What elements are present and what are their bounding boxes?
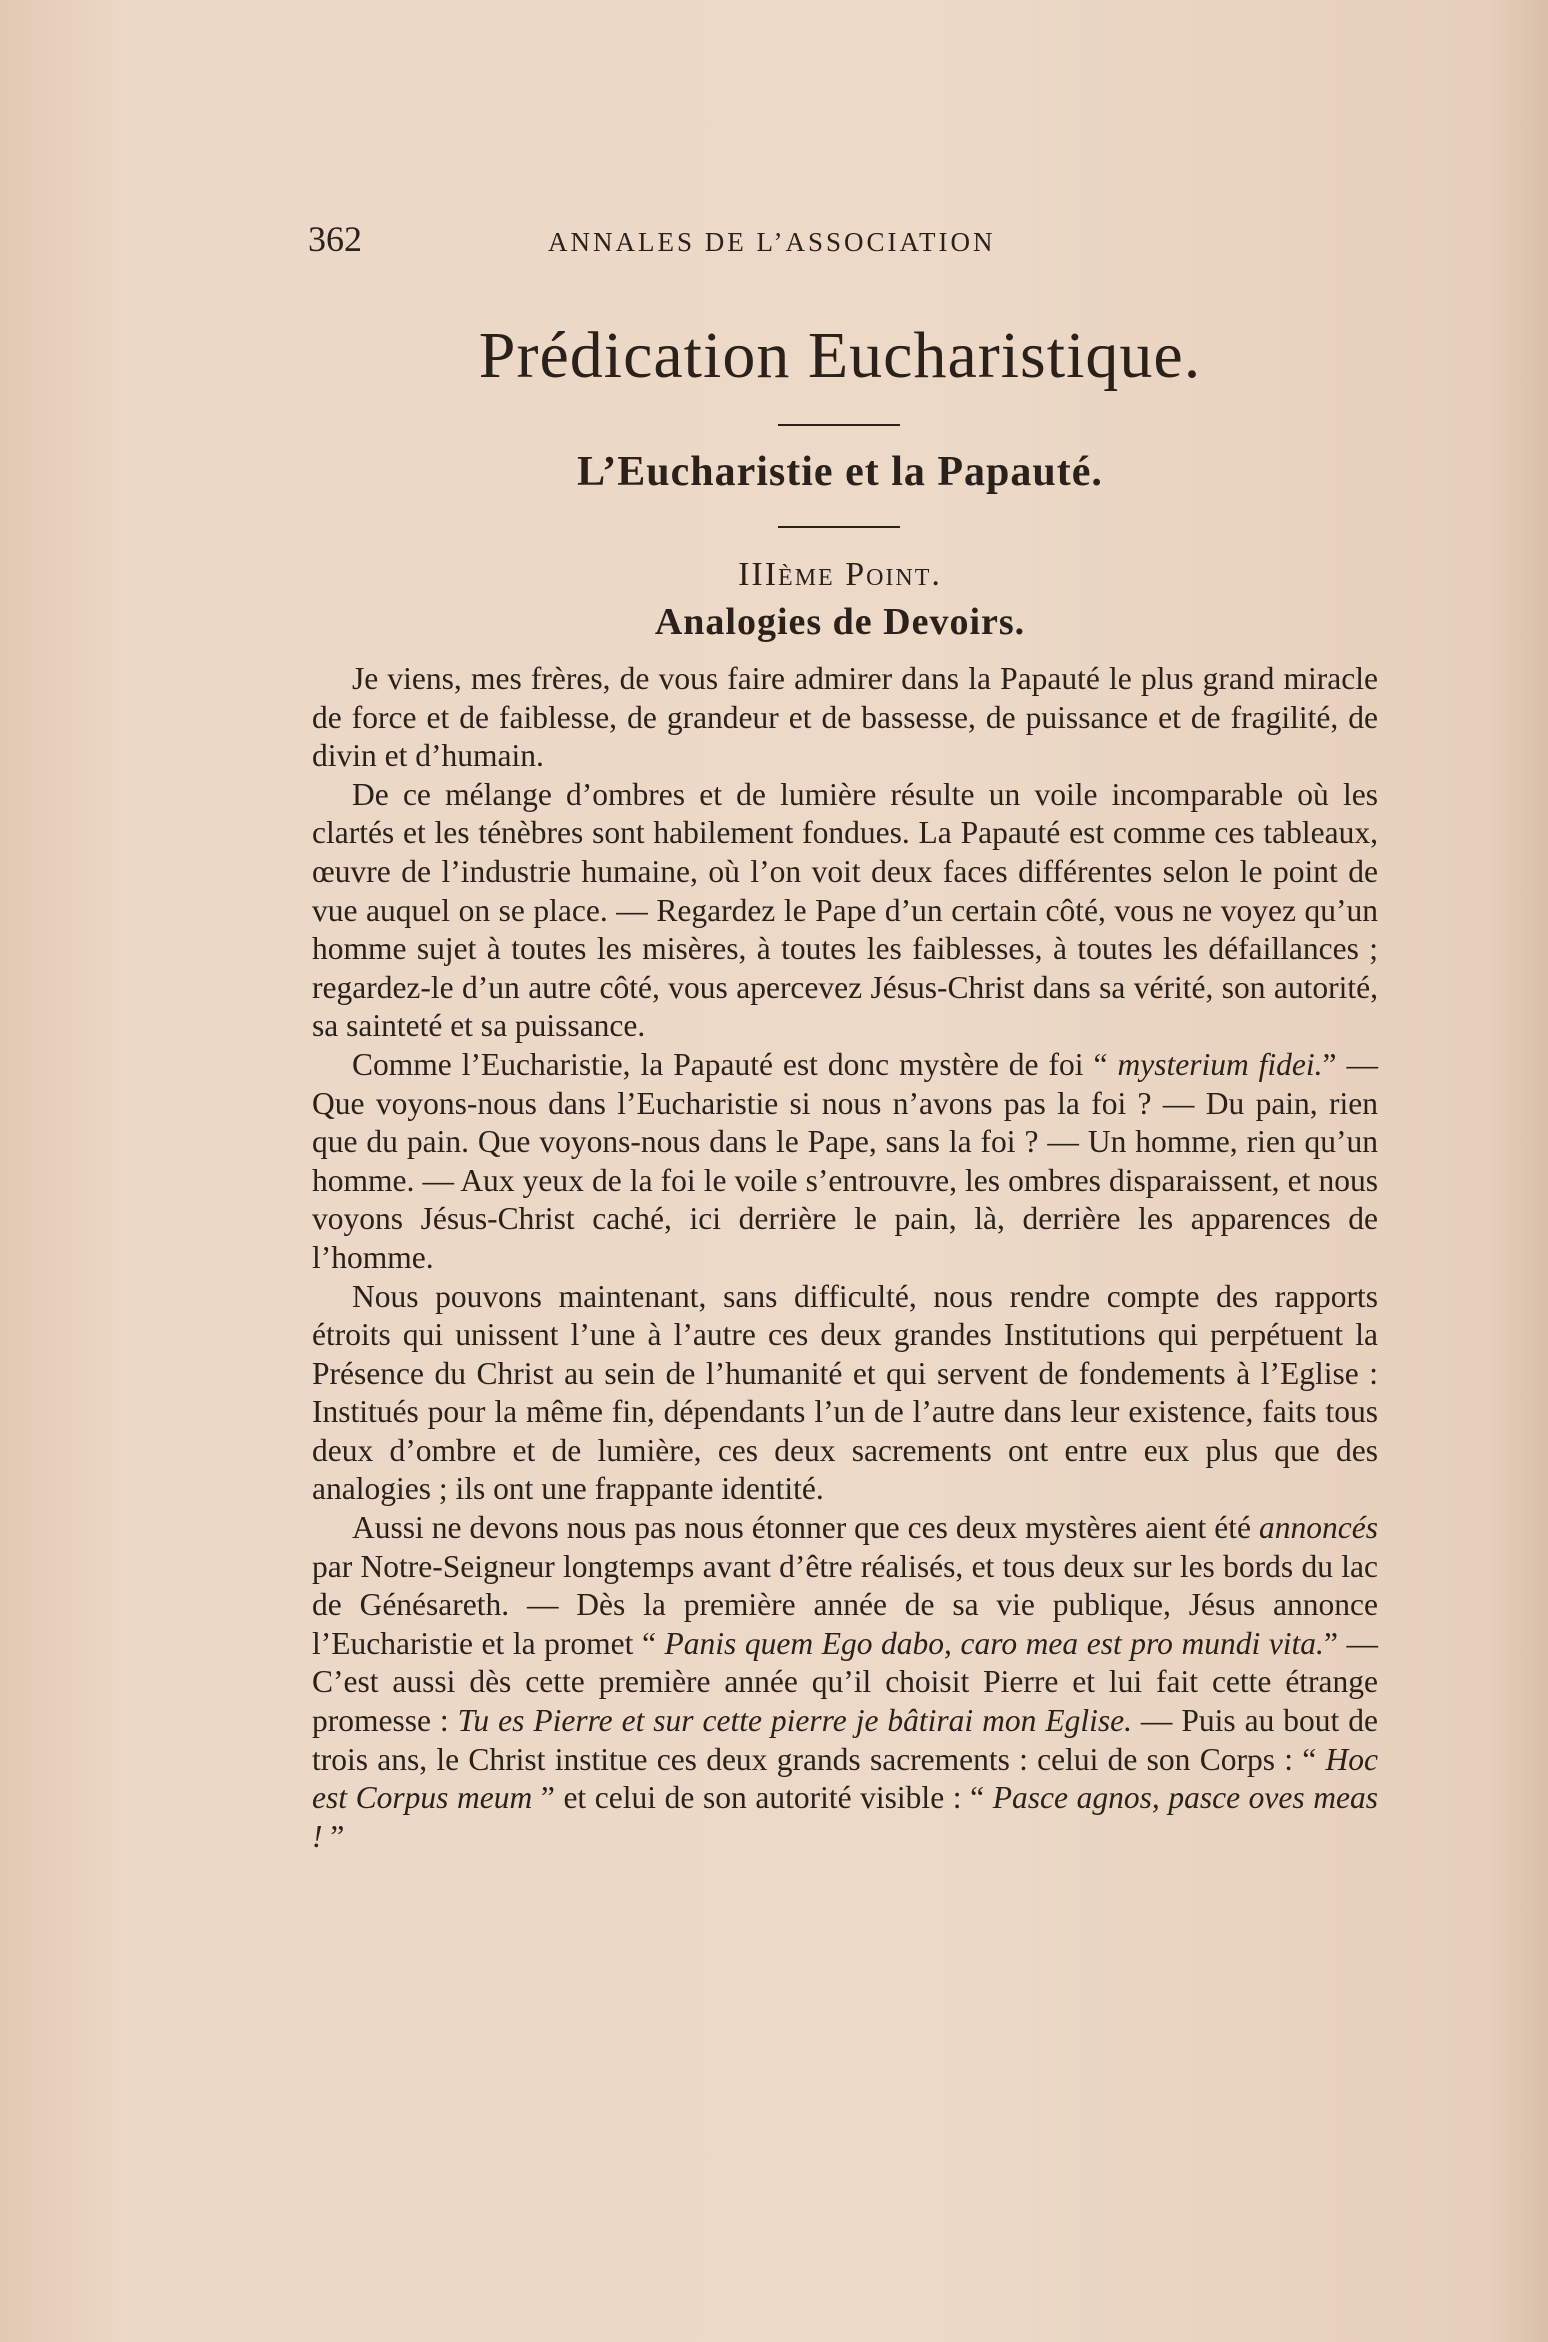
running-title: ANNALES DE L’ASSOCIATION bbox=[548, 227, 996, 257]
running-header bbox=[308, 218, 1378, 260]
text-run: Nous pouvons maintenant, sans difficulté, nous rendre compte des rapports étroits qui unissent l’une à l’autre ces deux grandes Institutions qui perpétuent la Présence du Christ au sein de l’humanité et qui servent de fondements à l’Eglise : Institués pour la même fin, dépendants l’un de l’autre dans leur existence, faits tous deux d’ombre et de lumière, ces deux sacrements ont entre eux plus que des analogies ; ils ont une frappante identité. bbox=[312, 1278, 1378, 1507]
text-run: Je viens, mes frères, de vous faire admirer dans la Papauté le plus grand miracle de force et de faiblesse, de grandeur et de bassesse, de puissance et de fragilité, de divin et d’humain. bbox=[312, 661, 1378, 774]
page-number: 362 bbox=[308, 219, 362, 259]
text-run: Aussi ne devons nous pas nous étonner que ces deux mystères aient été bbox=[352, 1510, 1260, 1546]
paragraph bbox=[312, 1046, 1378, 1278]
italic-text: Panis quem Ego dabo, caro mea est pro mundi vita. bbox=[664, 1625, 1324, 1661]
italic-text: Hoc est Corpus meum bbox=[312, 1741, 1378, 1816]
text-run: Comme l’Eucharistie, la Papauté est donc mystère de foi “ bbox=[352, 1046, 1118, 1082]
text-run: ” bbox=[322, 1818, 345, 1854]
paragraph bbox=[312, 776, 1378, 1046]
text-run: ” — C’est aussi dès cette première année qu’il choisit Pierre et lui fait cette étrange promesse : bbox=[312, 1625, 1379, 1739]
body-text bbox=[312, 660, 1378, 1856]
text-run: ” et celui de son autorité visible : “ bbox=[532, 1780, 993, 1816]
subtitle: L’Eucharistie et la Papauté. bbox=[577, 449, 1103, 495]
text-run: par Notre-Seigneur longtemps avant d’être réalisés, et tous deux sur les bords du lac de Génésareth. — Dès la première année de sa vie publique, Jésus annonce l’Eucharistie et la promet “ bbox=[312, 1548, 1378, 1661]
italic-text: Pasce agnos, pasce oves meas ! bbox=[312, 1780, 1379, 1854]
section-heading: Analogies de Devoirs. bbox=[654, 601, 1026, 643]
main-title: Prédication Eucharistique. bbox=[478, 319, 1202, 392]
italic-text: annoncés bbox=[1259, 1510, 1378, 1546]
paragraph bbox=[312, 1509, 1378, 1856]
paragraph bbox=[312, 660, 1378, 776]
text-run: — Puis au bout de trois ans, le Christ institue ces deux grands sacrements : celui de son Corps : “ bbox=[312, 1703, 1378, 1777]
section-label: IIIème Point. bbox=[738, 556, 942, 593]
paragraph bbox=[312, 1278, 1378, 1510]
italic-text: Tu es Pierre et sur cette pierre je bâtirai mon Eglise. bbox=[457, 1703, 1132, 1739]
subtitle-rule bbox=[778, 526, 900, 528]
text-run: ” — Que voyons-nous dans l’Eucharistie si nous n’avons pas la foi ? — Du pain, rien que du pain. Que voyons-nous dans le Pape, sans la foi ? — Un homme, rien qu’un homme. — Aux yeux de la foi le voile s’entrouvre, les ombres disparaissent, et nous voyons Jésus-Christ caché, ici derrière le pain, là, derrière les apparences de l’homme. bbox=[312, 1046, 1379, 1275]
italic-text: mysterium fidei. bbox=[1117, 1046, 1323, 1082]
title-rule bbox=[778, 424, 900, 426]
text-run: De ce mélange d’ombres et de lumière résulte un voile incomparable où les clartés et les ténèbres sont habilement fondues. La Papauté est comme ces tableaux, œuvre de l’industrie humaine, où l’on voit deux faces différentes selon le point de vue auquel on se place. — Regardez le Pape d’un certain côté, vous ne voyez qu’un homme sujet à toutes les misères, à toutes les faiblesses, à toutes les défaillances ; regardez-le d’un autre côté, vous apercevez Jésus-Christ dans sa vérité, son autorité, sa sainteté et sa puissance. bbox=[312, 776, 1378, 1044]
